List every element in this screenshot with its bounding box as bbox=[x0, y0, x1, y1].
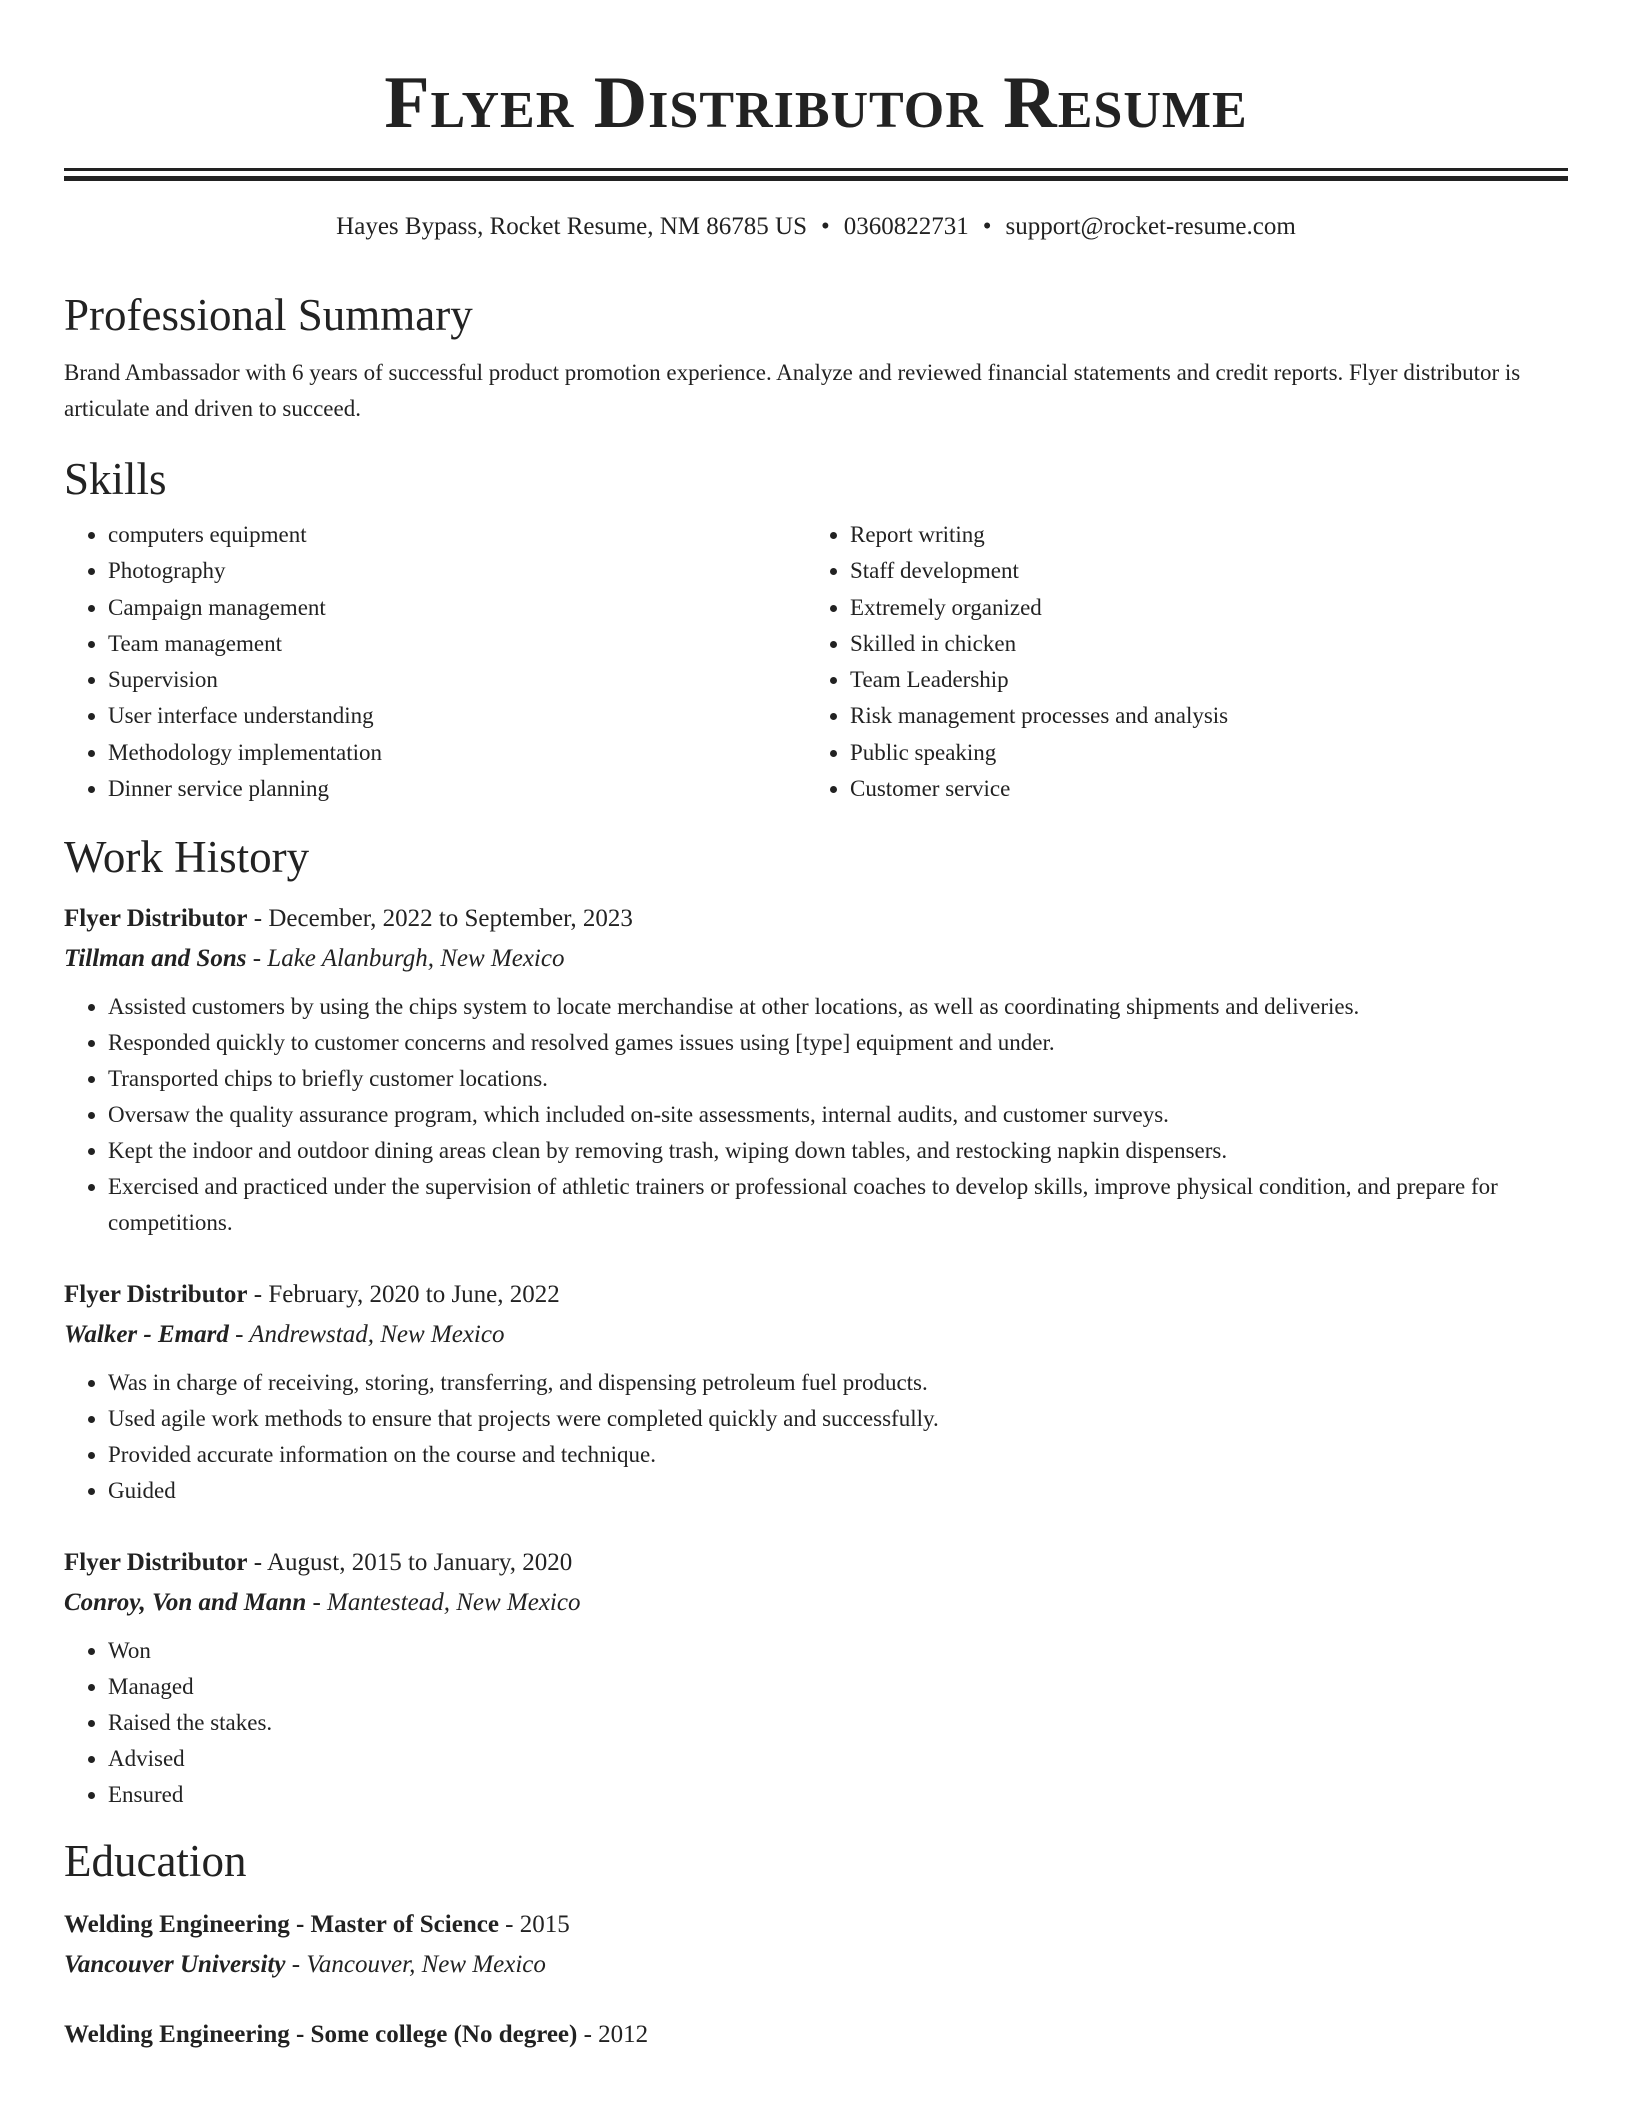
school-name: Vancouver University bbox=[64, 1951, 286, 1979]
company-line bbox=[64, 1315, 1568, 1355]
degree-line bbox=[64, 2015, 1568, 2055]
skill-item: • computers equipment bbox=[108, 517, 806, 553]
job-bullet: • Advised bbox=[108, 1741, 1568, 1777]
skill-item: • Supervision bbox=[108, 662, 806, 698]
skill-item: • Skilled in chicken bbox=[850, 626, 1548, 662]
job-bullets bbox=[64, 989, 1568, 1241]
summary-text: Brand Ambassador with 6 years of successful product promotion experience. Analyze and reviewed financial statements and credit reports. Flyer distributor is articulate and driven to succeed. bbox=[64, 360, 1521, 421]
job-bullets bbox=[64, 1633, 1568, 1813]
job-bullet: • Managed bbox=[108, 1669, 1568, 1705]
job-bullet: • Ensured bbox=[108, 1777, 1568, 1813]
education-entry bbox=[64, 1905, 1568, 1985]
education-heading: Education bbox=[64, 1836, 247, 1887]
skill-item: • Customer service bbox=[850, 771, 1548, 807]
company-location: - Andrewstad, New Mexico bbox=[228, 1321, 505, 1349]
job-bullet: • Won bbox=[108, 1633, 1568, 1669]
skill-item: • Report writing bbox=[850, 517, 1548, 553]
contact-phone: 0360822731 bbox=[843, 213, 969, 240]
skill-item: • Risk management processes and analysis bbox=[850, 698, 1548, 734]
skills-column-left bbox=[64, 517, 806, 807]
job-entry bbox=[64, 1543, 1568, 1813]
contact-separator: • bbox=[982, 213, 992, 240]
skills-heading: Skills bbox=[64, 454, 167, 504]
job-bullet: • Oversaw the quality assurance program, which included on-site assessments, internal audits, and customer surveys. bbox=[108, 1097, 1568, 1133]
job-title-line bbox=[64, 899, 1568, 939]
job-bullet: • Was in charge of receiving, storing, transferring, and dispensing petroleum fuel products. bbox=[108, 1365, 1568, 1401]
skill-item: • Extremely organized bbox=[850, 590, 1548, 626]
job-bullet: • Exercised and practiced under the supervision of athletic trainers or professional coaches to develop skills, improve physical condition, and prepare for competitions. bbox=[108, 1169, 1568, 1241]
skill-item: • Public speaking bbox=[850, 735, 1548, 771]
job-title-line bbox=[64, 1543, 1568, 1583]
skill-item: • Dinner service planning bbox=[108, 771, 806, 807]
degree-name: Welding Engineering - Master of Science bbox=[64, 1911, 499, 1939]
skills-column-right bbox=[806, 517, 1548, 807]
job-bullet: • Responded quickly to customer concerns and resolved games issues using [type] equipment and under. bbox=[108, 1025, 1568, 1061]
job-bullet: • Used agile work methods to ensure that projects were completed quickly and successfully. bbox=[108, 1401, 1568, 1437]
job-title: Flyer Distributor bbox=[64, 1549, 248, 1577]
school-line bbox=[64, 1945, 1568, 1985]
job-dates: - August, 2015 to January, 2020 bbox=[247, 1549, 573, 1577]
skills-list bbox=[64, 517, 1568, 807]
job-dates: - December, 2022 to September, 2023 bbox=[247, 905, 633, 933]
job-bullet: • Transported chips to briefly customer locations. bbox=[108, 1061, 1568, 1097]
skill-item: • Staff development bbox=[850, 553, 1548, 589]
work-history-heading: Work History bbox=[64, 832, 310, 883]
resume-title: Flyer Distributor Resume bbox=[384, 62, 1248, 144]
school-location: - Vancouver, New Mexico bbox=[285, 1951, 546, 1979]
company-name: Conroy, Von and Mann bbox=[64, 1589, 307, 1617]
job-bullet: • Assisted customers by using the chips system to locate merchandise at other locations, as well as coordinating shipments and deliveries. bbox=[108, 989, 1568, 1025]
skill-item: • Photography bbox=[108, 553, 806, 589]
company-location: - Lake Alanburgh, New Mexico bbox=[246, 945, 565, 973]
contact-address: Hayes Bypass, Rocket Resume, NM 86785 US bbox=[336, 213, 807, 240]
contact-line bbox=[64, 211, 1568, 243]
degree-line bbox=[64, 1905, 1568, 1945]
job-entry bbox=[64, 1275, 1568, 1509]
job-bullet: • Kept the indoor and outdoor dining areas clean by removing trash, wiping down tables, and restocking napkin dispensers. bbox=[108, 1133, 1568, 1169]
job-bullet: • Guided bbox=[108, 1473, 1568, 1509]
job-title: Flyer Distributor bbox=[64, 905, 248, 933]
degree-year: - 2015 bbox=[498, 1911, 570, 1939]
degree-year: - 2012 bbox=[577, 2021, 649, 2049]
job-title: Flyer Distributor bbox=[64, 1281, 248, 1309]
job-dates: - February, 2020 to June, 2022 bbox=[247, 1281, 560, 1309]
job-title-line bbox=[64, 1275, 1568, 1315]
skill-item: • Methodology implementation bbox=[108, 735, 806, 771]
contact-separator: • bbox=[820, 213, 830, 240]
job-entry bbox=[64, 899, 1568, 1241]
summary-heading: Professional Summary bbox=[64, 290, 473, 340]
job-bullet: • Provided accurate information on the course and technique. bbox=[108, 1437, 1568, 1473]
title-divider bbox=[64, 168, 1568, 181]
company-line bbox=[64, 939, 1568, 979]
job-bullets bbox=[64, 1365, 1568, 1509]
skill-item: • Team management bbox=[108, 626, 806, 662]
company-line bbox=[64, 1583, 1568, 1623]
job-bullet: • Raised the stakes. bbox=[108, 1705, 1568, 1741]
skill-item: • Campaign management bbox=[108, 590, 806, 626]
skill-item: • Team Leadership bbox=[850, 662, 1548, 698]
company-location: - Mantestead, New Mexico bbox=[306, 1589, 581, 1617]
company-name: Tillman and Sons bbox=[64, 945, 247, 973]
company-name: Walker - Emard bbox=[64, 1321, 229, 1349]
skill-item: • User interface understanding bbox=[108, 698, 806, 734]
education-entry bbox=[64, 2015, 1568, 2055]
degree-name: Welding Engineering - Some college (No degree) bbox=[64, 2021, 578, 2049]
contact-email: support@rocket-resume.com bbox=[1005, 213, 1296, 240]
